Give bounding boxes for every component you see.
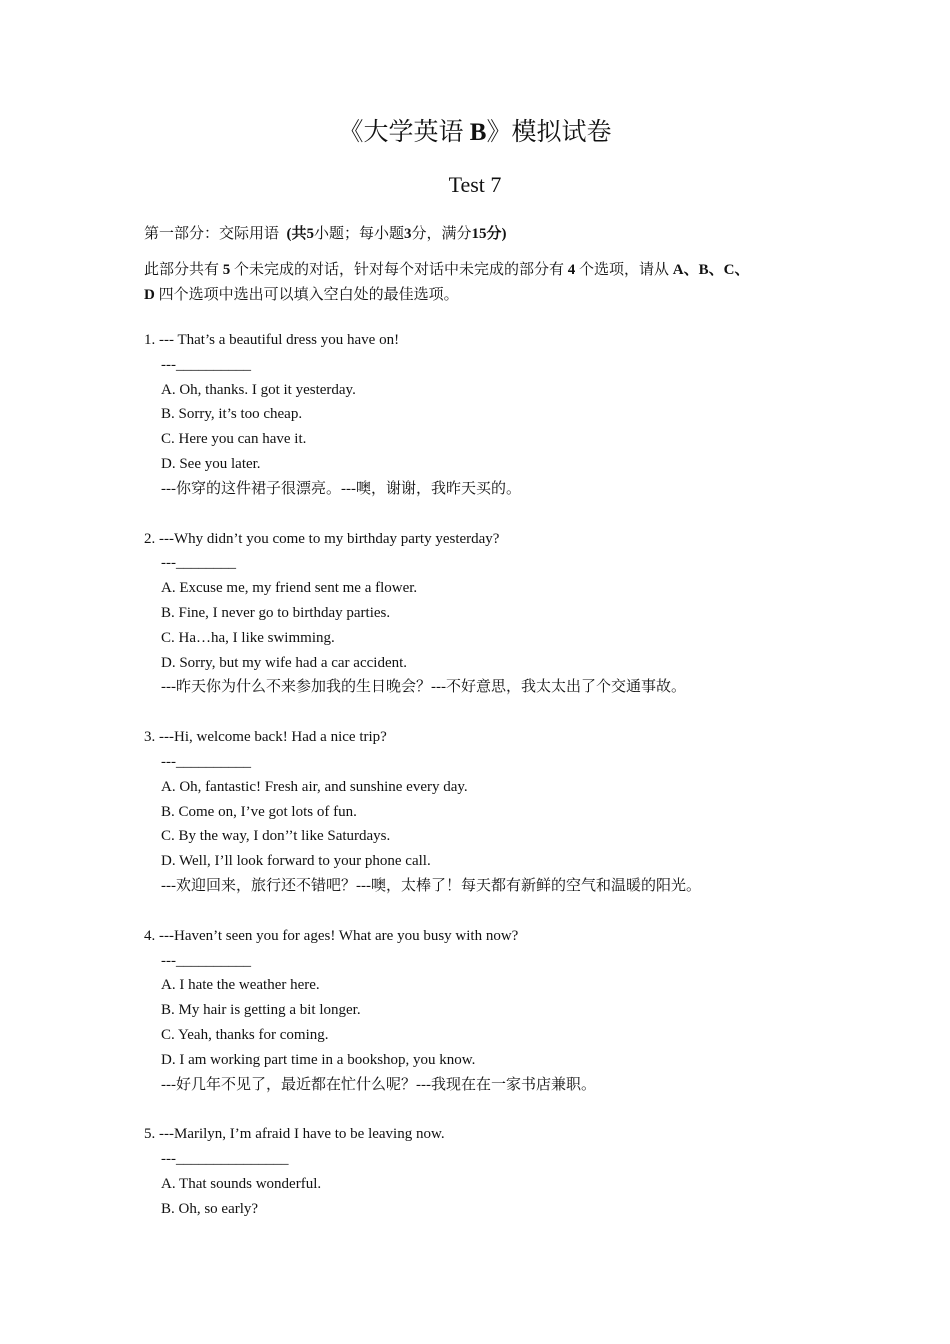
option-b: B. Come on, I’ve got lots of fun. xyxy=(161,803,357,820)
option-b: B. My hair is getting a bit longer. xyxy=(161,1002,361,1019)
translation: ---你穿的这件裙子很漂亮。---噢，谢谢，我昨天买的。 xyxy=(161,480,521,497)
option-a: A. Oh, fantastic! Fresh air, and sunshine every day. xyxy=(161,778,468,795)
question-prompt: 5. ---Marilyn, I’m afraid I have to be leaving now. xyxy=(144,1126,445,1143)
option-a: A. I hate the weather here. xyxy=(161,977,320,994)
option-b: B. Sorry, it’s too cheap. xyxy=(161,406,303,423)
question-item xyxy=(144,924,824,1098)
question-item xyxy=(144,1122,824,1221)
question-prompt: 1. --- That’s a beautiful dress you have on! xyxy=(144,332,400,348)
page-subtitle: Test 7 xyxy=(448,172,502,197)
page-title: 《大学英语 B》模拟试卷 xyxy=(338,119,612,146)
option-c: C. Here you can have it. xyxy=(161,431,307,448)
translation: ---欢迎回来，旅行还不错吧？---噢，太棒了！每天都有新鲜的空气和温暖的阳光。 xyxy=(161,877,701,894)
answer-blank: ---__________ xyxy=(161,952,251,969)
option-c: C. Ha…ha, I like swimming. xyxy=(161,629,335,646)
option-c: C. By the way, I don’’t like Saturdays. xyxy=(161,828,391,845)
option-a: A. That sounds wonderful. xyxy=(161,1175,322,1192)
answer-blank: ---________ xyxy=(161,555,236,572)
option-d: D. Sorry, but my wife had a car accident. xyxy=(161,654,408,671)
option-a: A. Excuse me, my friend sent me a flower. xyxy=(161,580,418,597)
translation: ---好几年不见了，最近都在忙什么呢？---我现在在一家书店兼职。 xyxy=(161,1076,596,1093)
answer-blank: ---__________ xyxy=(161,356,251,373)
translation: ---昨天你为什么不来参加我的生日晚会？---不好意思，我太太出了个交通事故。 xyxy=(161,679,686,696)
question-item xyxy=(144,725,824,899)
answer-blank: ---__________ xyxy=(161,753,251,770)
option-c: C. Yeah, thanks for coming. xyxy=(161,1026,329,1043)
option-d: D. See you later. xyxy=(161,455,261,472)
option-a: A. Oh, thanks. I got it yesterday. xyxy=(161,381,356,398)
question-list xyxy=(144,328,824,1247)
option-d: D. I am working part time in a bookshop, you know. xyxy=(161,1051,476,1068)
answer-blank: ---_______________ xyxy=(161,1151,289,1168)
question-item xyxy=(144,527,824,701)
option-b: B. Fine, I never go to birthday parties. xyxy=(161,604,391,621)
section-instructions: 此部分共有 5 个未完成的对话，针对每个对话中未完成的部分有 4 个选项，请从 A、B、C、 D 四个选项中选出可以填入空白处的最佳选项。 xyxy=(144,262,750,303)
question-item xyxy=(144,328,824,502)
question-prompt: 2. ---Why didn’t you come to my birthday party yesterday? xyxy=(144,530,500,547)
option-b: B. Oh, so early? xyxy=(161,1200,259,1217)
option-d: D. Well, I’ll look forward to your phone call. xyxy=(161,853,431,870)
question-prompt: 3. ---Hi, welcome back! Had a nice trip? xyxy=(144,729,387,746)
question-prompt: 4. ---Haven’t seen you for ages! What are you busy with now? xyxy=(144,927,519,944)
section-heading: 第一部分：交际用语 (共5小题；每小题3分，满分15分) xyxy=(144,226,507,242)
